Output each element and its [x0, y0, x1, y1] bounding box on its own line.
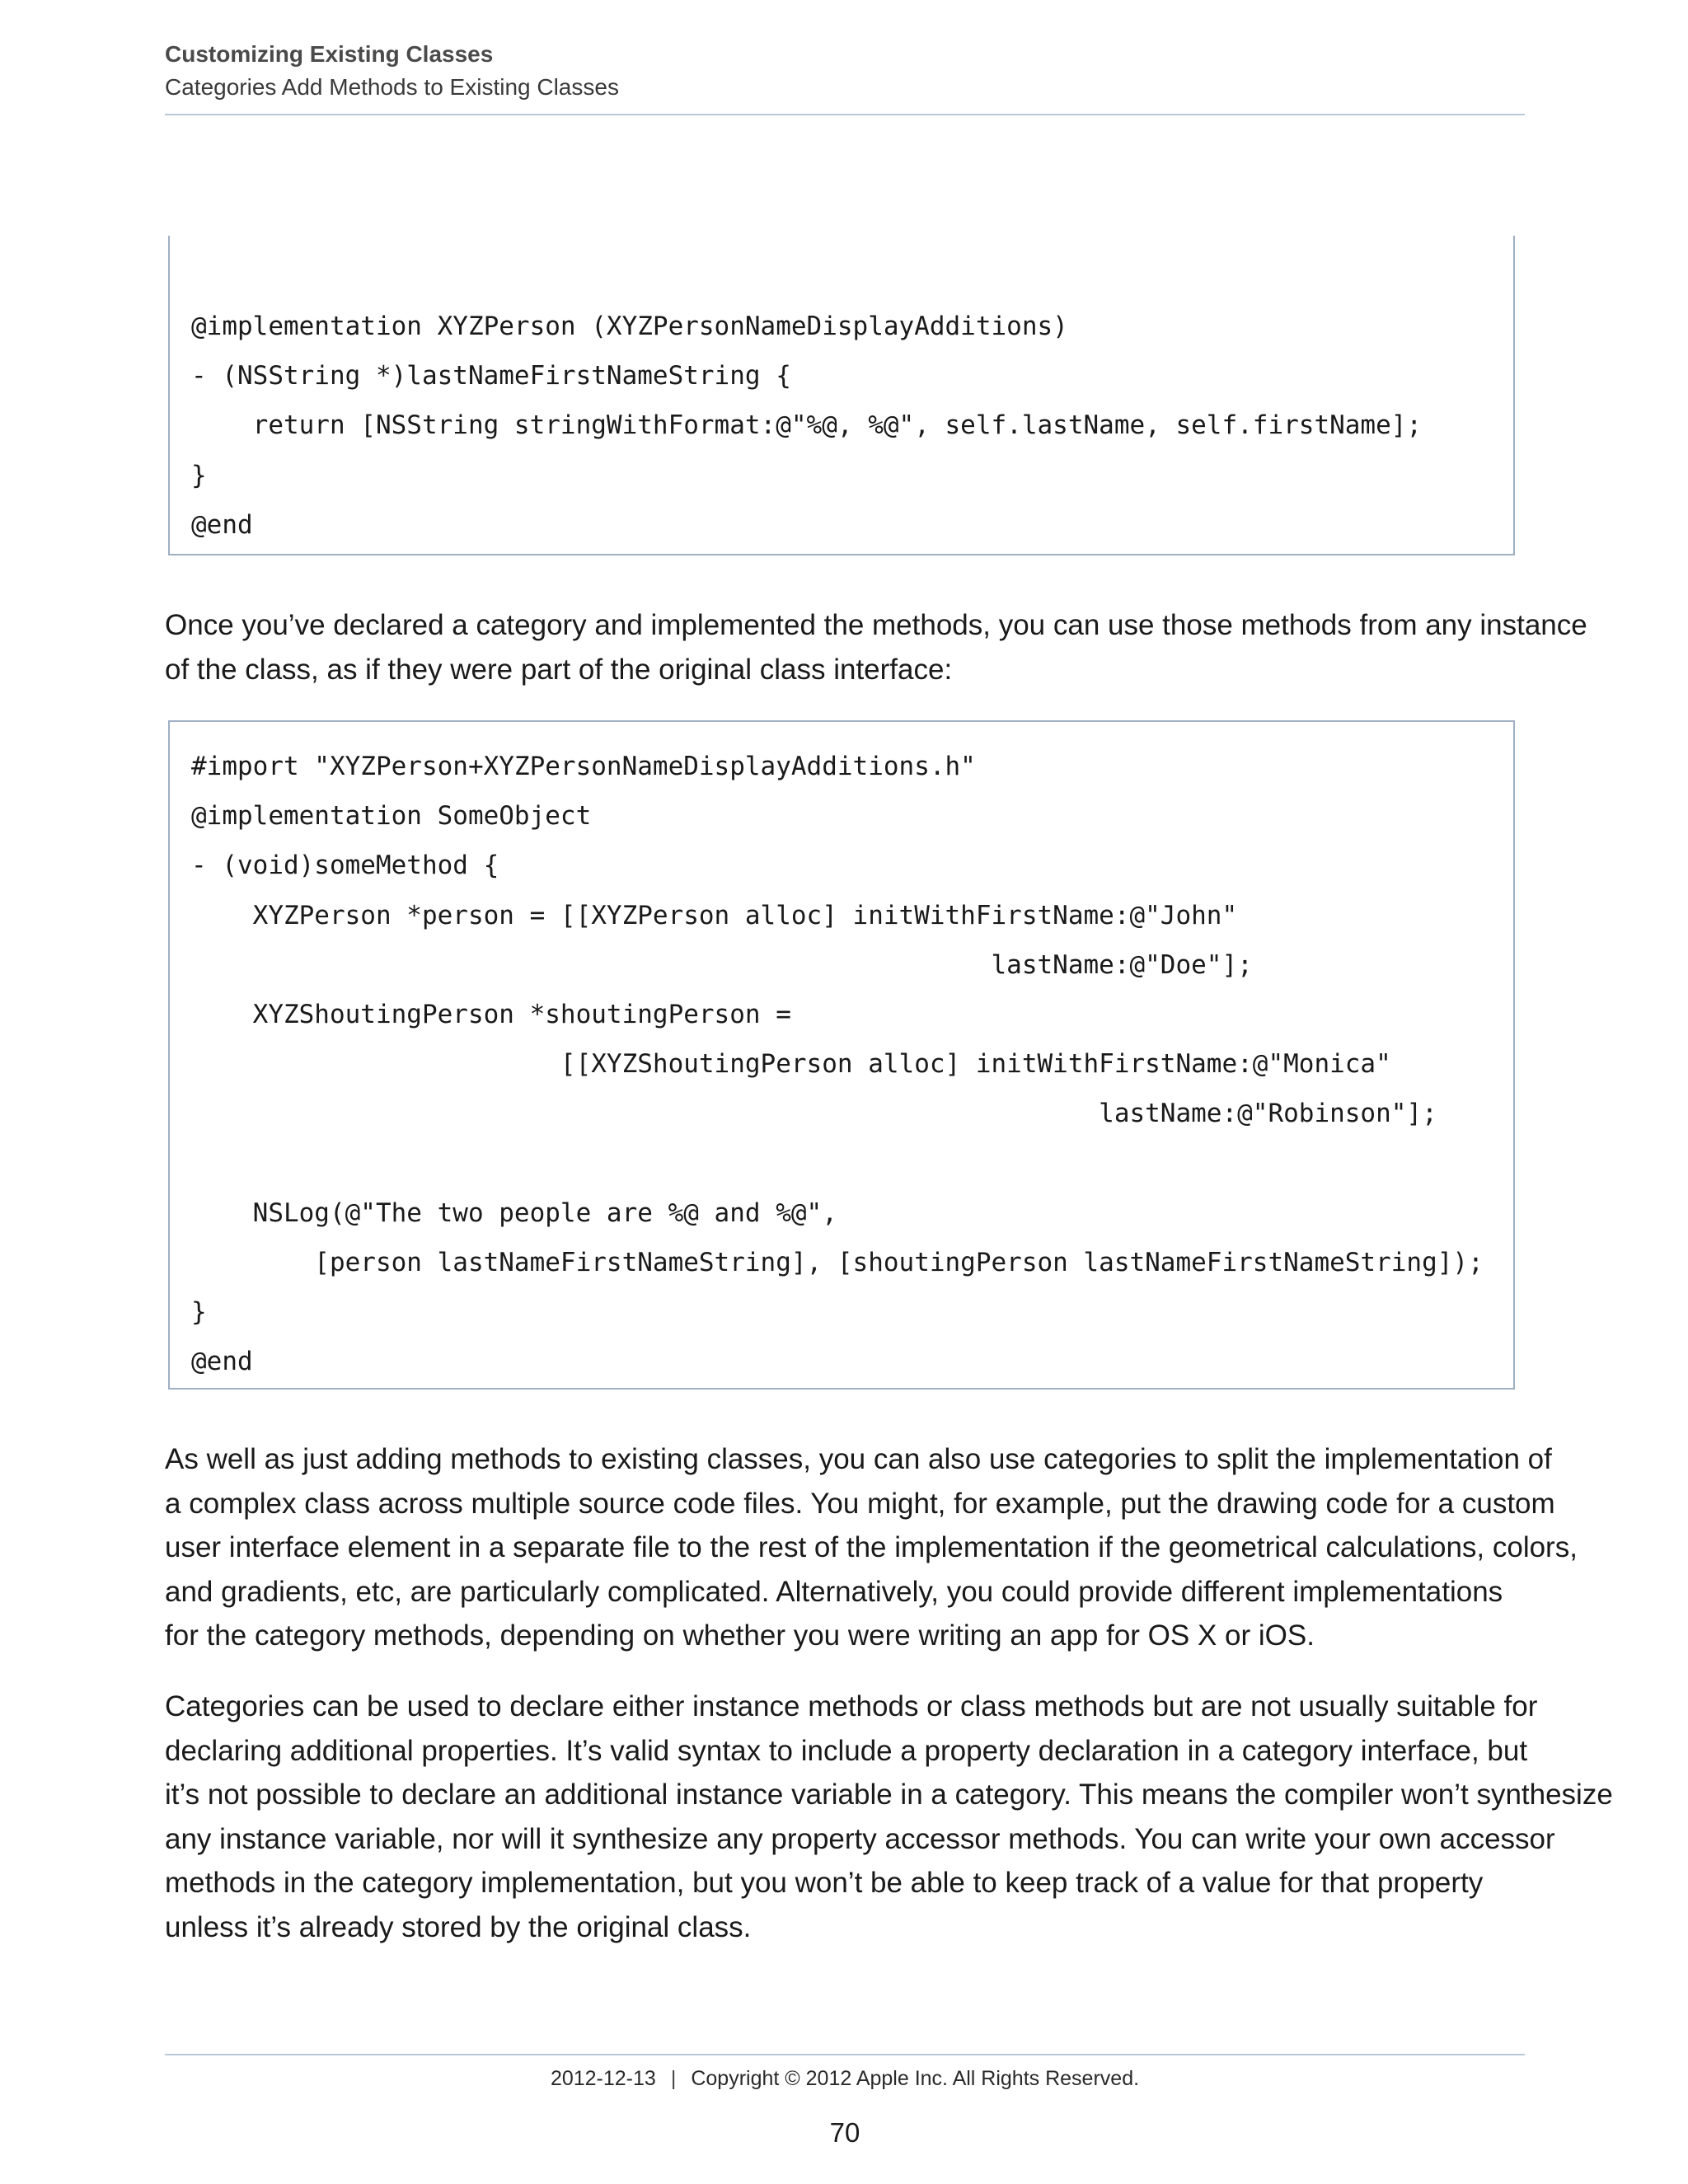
- footer-date: 2012-12-13: [550, 2067, 656, 2090]
- footer-copyright: Copyright © 2012 Apple Inc. All Rights Reserved.: [691, 2067, 1140, 2090]
- code-lines: [191, 742, 1484, 1386]
- code-line: @implementation SomeObject: [191, 801, 592, 832]
- text-line: Categories can be used to declare either instance methods or class methods but are not usually suitable for: [165, 1690, 1538, 1722]
- code-line: lastName:@"Robinson"];: [191, 1099, 1437, 1129]
- code-line: NSLog(@"The two people are %@ and %@",: [191, 1197, 837, 1228]
- chapter-title: Customizing Existing Classes: [165, 41, 494, 67]
- code-line: - (NSString *)lastNameFirstNameString {: [191, 361, 791, 391]
- code-line: @implementation XYZPerson (XYZPersonNameDisplayAdditions): [191, 312, 1068, 341]
- code-line: XYZShoutingPerson *shoutingPerson =: [191, 999, 791, 1029]
- code-line: #import "XYZPerson+XYZPersonNameDisplayAdditions.h": [191, 752, 976, 781]
- text-line: any instance variable, nor will it synthesize any property accessor methods. You can write your own accessor: [165, 1822, 1555, 1855]
- footer-separator: |: [670, 2067, 677, 2090]
- paragraph-category-properties: [165, 1685, 1613, 1949]
- code-line: XYZPerson *person = [[XYZPerson alloc] initWithFirstName:@"John": [191, 900, 1238, 930]
- page-footer: [165, 2062, 1525, 2095]
- text-line: for the category methods, depending on whether you were writing an app for OS X or iOS.: [165, 1619, 1315, 1652]
- code-line: }: [191, 1297, 207, 1328]
- code-line: @end: [191, 1347, 253, 1377]
- text-line: As well as just adding methods to existing classes, you can also use categories to split the implementation of: [165, 1443, 1552, 1475]
- page-header: [165, 38, 1525, 104]
- text-line: unless it’s already stored by the original class.: [165, 1910, 752, 1943]
- text-line: declaring additional properties. It’s valid syntax to include a property declaration in a category interface, but: [165, 1734, 1528, 1767]
- text-line: Once you’ve declared a category and implemented the methods, you can use those methods from any instance: [165, 609, 1587, 641]
- text-line: it’s not possible to declare an additional instance variable in a category. This means the compiler won’t synthesize: [165, 1779, 1613, 1811]
- text-line: of the class, as if they were part of the original class interface:: [165, 653, 953, 686]
- section-title: Categories Add Methods to Existing Classes: [165, 74, 619, 100]
- text-line: methods in the category implementation, but you won’t be able to keep track of a value for that property: [165, 1867, 1484, 1899]
- paragraph-split-implementation: [165, 1437, 1578, 1658]
- footer-divider: [165, 2054, 1525, 2055]
- code-line: return [NSString stringWithFormat:@"%@, %@", self.lastName, self.firstName];: [191, 410, 1423, 441]
- header-divider: [165, 114, 1525, 115]
- text-line: user interface element in a separate file to the rest of the implementation if the geometrical calculations, colors,: [165, 1531, 1578, 1563]
- code-line: - (void)someMethod {: [191, 851, 499, 881]
- text-line: a complex class across multiple source code files. You might, for example, put the drawing code for a custom: [165, 1487, 1555, 1520]
- code-line: [[XYZShoutingPerson alloc] initWithFirstName:@"Monica": [191, 1049, 1391, 1080]
- text-line: and gradients, etc, are particularly complicated. Alternatively, you could provide different implementations: [165, 1575, 1503, 1608]
- code-listing-category-implementation: [168, 236, 1515, 555]
- page-number: 70: [829, 2117, 860, 2148]
- code-line: }: [191, 460, 207, 490]
- code-line: [person lastNameFirstNameString], [shoutingPerson lastNameFirstNameString]);: [191, 1247, 1484, 1277]
- code-line: lastName:@"Doe"];: [191, 949, 1253, 980]
- code-line: @end: [191, 509, 253, 540]
- code-lines: [191, 302, 1422, 550]
- paragraph-category-usage: [165, 603, 1587, 691]
- code-listing-category-usage: [168, 720, 1515, 1390]
- code-line: [191, 1139, 1484, 1188]
